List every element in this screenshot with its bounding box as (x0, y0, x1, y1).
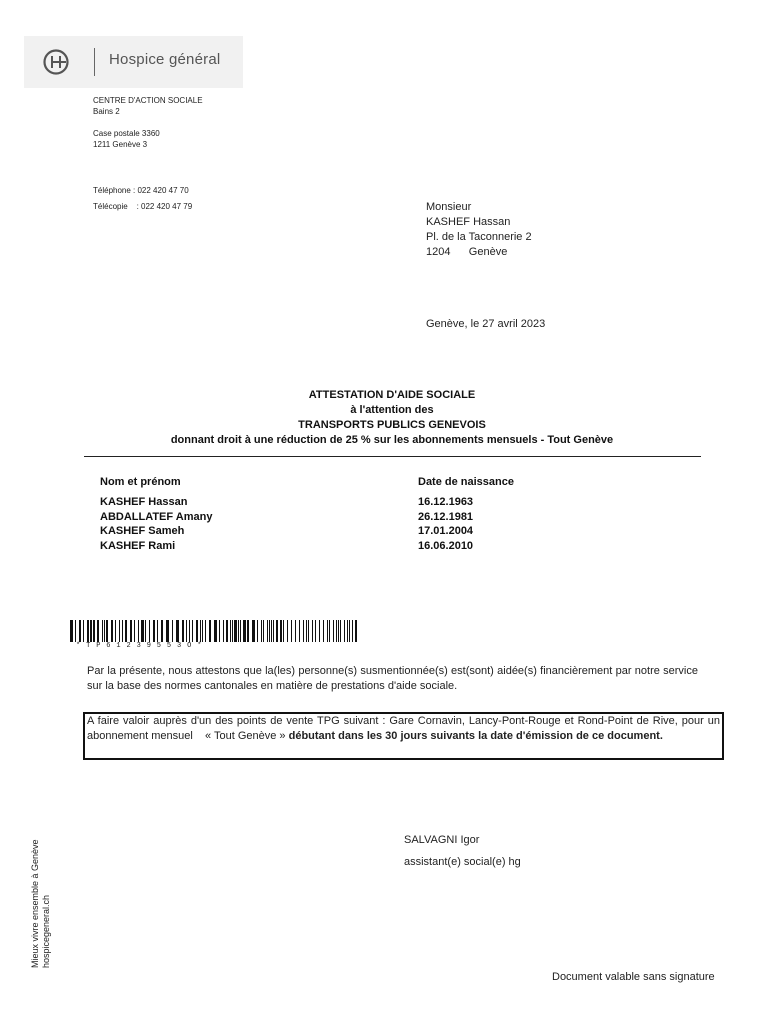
table-row (100, 525, 560, 540)
barcode-bar (232, 620, 233, 642)
barcode-bar (352, 620, 353, 642)
header-dob: Date de naissance (418, 476, 514, 488)
barcode-bar (263, 620, 264, 642)
barcode-bar (70, 620, 73, 642)
barcode-bar (200, 620, 201, 642)
barcode-bar (291, 620, 292, 642)
barcode-bar (104, 620, 105, 642)
barcode-bar (189, 620, 190, 642)
document-date: Genève, le 27 avril 2023 (426, 318, 546, 330)
sender-office (93, 95, 203, 117)
sender-office-line2: Bains 2 (93, 107, 120, 116)
barcode-bar (119, 620, 120, 642)
notice-text: A faire valoir auprès d'un des points de vente TPG suivant : Gare Cornavin, Lancy-Pont-Rouge et Rond-Point de Rive, pour un abonnement mensuel « Tout Genève » (87, 715, 724, 742)
barcode-bar (111, 620, 113, 642)
table-row (100, 540, 560, 555)
barcode-bar (271, 620, 272, 642)
header-name: Nom et prénom (100, 476, 181, 488)
barcode-bar (327, 620, 328, 642)
side-slogan (30, 839, 52, 968)
barcode-bar (238, 620, 239, 642)
barcode-bar (196, 620, 198, 642)
barcode-bar (149, 620, 150, 642)
barcode-bar (276, 620, 278, 642)
barcode-bar (172, 620, 173, 642)
barcode-bar (267, 620, 268, 642)
persons-table (100, 476, 560, 555)
barcode-bar (312, 620, 313, 642)
table-header (100, 476, 560, 496)
barcode-bar (90, 620, 92, 642)
title-line4: donnant droit à une réduction de 25 % sur les abonnements mensuels - Tout Genève (170, 434, 614, 446)
signatory-role: assistant(e) social(e) hg (404, 856, 521, 868)
barcode-bar (79, 620, 81, 642)
barcode-bar (280, 620, 282, 642)
barcode-bar (138, 620, 139, 642)
barcode-bar (75, 620, 76, 642)
notice-emphasis: débutant dans les 30 jours suivants la date d'émission de ce document. (288, 730, 663, 742)
barcode-bar (87, 620, 89, 642)
barcode-bar (192, 620, 193, 642)
barcode-bar (243, 620, 246, 642)
barcode-bar (223, 620, 224, 642)
sender-postal-line2: 1211 Genève 3 (93, 140, 148, 149)
person-dob: 26.12.1981 (418, 510, 474, 523)
barcode-bar (355, 620, 357, 642)
barcode-bar (257, 620, 258, 642)
barcode-bar (122, 620, 123, 642)
notice-box (83, 712, 724, 760)
barcode (70, 620, 358, 642)
sender-phone: Téléphone : 022 420 47 70 (93, 186, 189, 195)
barcode-bar (214, 620, 217, 642)
barcode-bar (157, 620, 158, 642)
barcode-bar (141, 620, 144, 642)
logo-text: Hospice général (109, 51, 221, 68)
person-name: KASHEF Hassan (100, 496, 188, 508)
barcode-bar (205, 620, 206, 642)
barcode-bar (226, 620, 228, 642)
title-line2: à l'attention des (350, 404, 434, 416)
hg-logo-icon (42, 48, 72, 76)
side-website: hospicegeneral.ch (41, 894, 51, 968)
sender-office-line1: CENTRE D'ACTION SOCIALE (93, 96, 203, 105)
person-dob: 16.06.2010 (418, 540, 474, 553)
barcode-bar (306, 620, 307, 642)
table-row (100, 511, 560, 526)
barcode-bar (319, 620, 320, 642)
barcode-bar (115, 620, 116, 642)
barcode-bar (209, 620, 211, 642)
sender-postal-line1: Case postale 3360 (93, 129, 160, 138)
attestation-text: Par la présente, nous attestons que la(les) personne(s) susmentionnée(s) est(sont) aidée(s) financièrement par notre service sur la base des normes cantonales en matière de prestations d'aide sociale. (87, 665, 698, 692)
person-name: KASHEF Sameh (100, 525, 185, 538)
barcode-bar (340, 620, 341, 642)
barcode-bar (240, 620, 241, 642)
barcode-bar (349, 620, 350, 642)
recipient-address (426, 200, 532, 260)
recipient-city: 1204 Genève (426, 246, 508, 258)
barcode-bar (308, 620, 309, 642)
barcode-bar (269, 620, 270, 642)
barcode-bar (333, 620, 334, 642)
title-line1: ATTESTATION D'AIDE SOCIALE (308, 389, 476, 401)
recipient-salutation: Monsieur (426, 201, 472, 213)
sender-fax: Télécopie : 022 420 47 79 (93, 202, 193, 211)
table-row (100, 496, 560, 511)
barcode-bar (336, 620, 337, 642)
person-dob: 17.01.2004 (418, 525, 474, 538)
barcode-bar (166, 620, 169, 642)
barcode-bar (234, 620, 237, 642)
barcode-bar (130, 620, 132, 642)
logo-divider (94, 48, 95, 76)
barcode-bar (125, 620, 127, 642)
barcode-bar (323, 620, 324, 642)
barcode-bar (102, 620, 103, 642)
barcode-bar (261, 620, 262, 642)
barcode-bar (287, 620, 288, 642)
barcode-bar (283, 620, 284, 642)
barcode-bar (273, 620, 274, 642)
barcode-bar (315, 620, 316, 642)
title-divider (84, 456, 701, 457)
barcode-bar (230, 620, 231, 642)
barcode-bar (97, 620, 99, 642)
validity-note: Document valable sans signature (552, 971, 715, 983)
person-name: ABDALLATEF Amany (100, 510, 213, 523)
logo (24, 36, 243, 88)
barcode-bar (219, 620, 220, 642)
barcode-bar (176, 620, 179, 642)
title-line3: TRANSPORTS PUBLICS GENEVOIS (298, 419, 486, 431)
recipient-name: KASHEF Hassan (426, 216, 511, 228)
barcode-bar (252, 620, 255, 642)
barcode-bar (303, 620, 304, 642)
barcode-bar (145, 620, 146, 642)
barcode-bar (83, 620, 84, 642)
barcode-bar (134, 620, 135, 642)
signatory-name: SALVAGNI Igor (404, 834, 480, 846)
barcode-bar (186, 620, 187, 642)
barcode-bar (161, 620, 163, 642)
barcode-bar (344, 620, 345, 642)
side-slogan-line1: Mieux vivre ensemble à Genève (30, 839, 40, 968)
person-dob: 16.12.1963 (418, 496, 474, 508)
barcode-bar (295, 620, 296, 642)
document-title (84, 388, 700, 448)
barcode-bar (202, 620, 203, 642)
person-name: KASHEF Rami (100, 540, 176, 553)
barcode-bar (93, 620, 95, 642)
barcode-bar (347, 620, 348, 642)
recipient-street: Pl. de la Taconnerie 2 (426, 231, 532, 243)
barcode-bar (299, 620, 300, 642)
barcode-text: *TP61239553O* (76, 642, 208, 650)
barcode-bar (182, 620, 184, 642)
sender-postal (93, 128, 160, 150)
barcode-bar (329, 620, 330, 642)
barcode-bar (153, 620, 155, 642)
barcode-bar (247, 620, 249, 642)
barcode-bar (338, 620, 339, 642)
barcode-bar (106, 620, 108, 642)
